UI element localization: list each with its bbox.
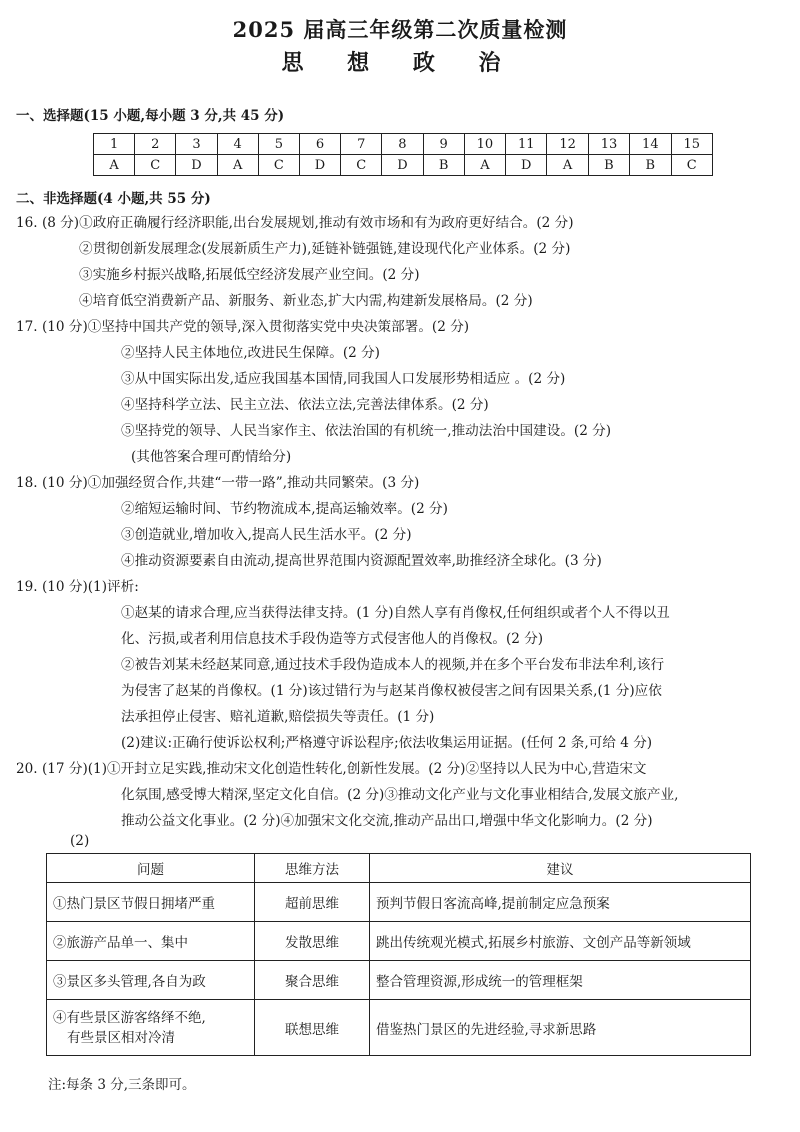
advice-cell: 跳出传统观光模式,拓展乡村旅游、文创产品等新领域 (370, 922, 751, 961)
answer-letter: D (176, 155, 217, 176)
table-row (47, 1000, 751, 1056)
question-number: 1 (94, 134, 135, 155)
answer-table (93, 133, 713, 176)
section2-heading: 二、非选择题(4 小题,共 55 分) (16, 191, 211, 207)
problem-cell: ①热门景区节假日拥堵严重 (47, 883, 255, 922)
answer-letter: A (217, 155, 258, 176)
answer-note: (其他答案合理可酌情给分) (131, 449, 292, 465)
answer-letter: C (135, 155, 176, 176)
answer-line: 16. (8 分)①政府正确履行经济职能,出台发展规划,推动有效市场和有为政府更好结合。(2 分) (16, 215, 574, 231)
answer-line: (2)建议:正确行使诉讼权利;严格遵守诉讼程序;依法收集运用证据。(任何 2 条,可给 4 分) (121, 735, 653, 751)
answer-line: ③实施乡村振兴战略,拓展低空经济发展产业空间。(2 分) (79, 267, 420, 283)
answer-line: ②坚持人民主体地位,改进民生保障。(2 分) (121, 345, 380, 361)
question-number: 14 (630, 134, 671, 155)
answer-number-row (94, 134, 713, 155)
answer-line: ①赵某的请求合理,应当获得法律支持。(1 分)自然人享有肖像权,任何组织或者个人不得以丑 (121, 605, 670, 621)
problem-line-1: ④有些景区游客络绎不绝, (53, 1009, 206, 1026)
table-row (47, 883, 751, 922)
question-number: 9 (423, 134, 464, 155)
problem-cell: ②旅游产品单一、集中 (47, 922, 255, 961)
answer-letter: B (630, 155, 671, 176)
question-number: 15 (671, 134, 713, 155)
page-title: 2025 届高三年级第二次质量检测 (232, 17, 568, 42)
header-method: 思维方法 (255, 854, 370, 883)
subject-title: 思 想 政 治 (281, 50, 519, 76)
answer-line: ②被告刘某未经赵某同意,通过技术手段伪造成本人的视频,并在多个平台发布非法牟利,该行 (121, 657, 665, 673)
answer-letter: D (382, 155, 423, 176)
problem-line-2: 有些景区相对冷清 (67, 1029, 175, 1046)
question-number: 8 (382, 134, 423, 155)
answer-line: ②缩短运输时间、节约物流成本,提高运输效率。(2 分) (121, 501, 448, 517)
question-number: 7 (341, 134, 382, 155)
answer-line: ④坚持科学立法、民主立法、依法立法,完善法律体系。(2 分) (121, 397, 489, 413)
answer-line: ④培育低空消费新产品、新服务、新业态,扩大内需,构建新发展格局。(2 分) (79, 293, 533, 309)
method-cell: 发散思维 (255, 922, 370, 961)
advice-cell: 预判节假日客流高峰,提前制定应急预案 (370, 883, 751, 922)
answer-letter: C (671, 155, 713, 176)
answer-letter-row (94, 155, 713, 176)
question-number: 12 (547, 134, 588, 155)
answer-letter: D (506, 155, 547, 176)
answer-line: 法承担停止侵害、赔礼道歉,赔偿损失等责任。(1 分) (121, 709, 435, 725)
advice-cell: 借鉴热门景区的先进经验,寻求新思路 (370, 1000, 751, 1056)
scoring-note: 注:每条 3 分,三条即可。 (48, 1077, 196, 1093)
answer-line: 18. (10 分)①加强经贸合作,共建“一带一路”,推动共同繁荣。(3 分) (16, 475, 420, 491)
advice-cell: 整合管理资源,形成统一的管理框架 (370, 961, 751, 1000)
answer-letter: A (464, 155, 505, 176)
table-row (47, 922, 751, 961)
question-number: 6 (299, 134, 340, 155)
answer-line: ②贯彻创新发展理念(发展新质生产力),延链补链强链,建设现代化产业体系。(2 分) (79, 241, 571, 257)
answer-line: ④推动资源要素自由流动,提高世界范围内资源配置效率,助推经济全球化。(3 分) (121, 553, 602, 569)
question-number: 11 (506, 134, 547, 155)
header-advice: 建议 (370, 854, 751, 883)
problem-cell (47, 1000, 255, 1056)
problem-cell: ③景区多头管理,各自为政 (47, 961, 255, 1000)
table-header-row (47, 854, 751, 883)
answer-line: (2) (70, 833, 90, 849)
answer-letter: D (299, 155, 340, 176)
question-number: 3 (176, 134, 217, 155)
question-number: 2 (135, 134, 176, 155)
answer-letter: C (258, 155, 299, 176)
answer-line: 19. (10 分)(1)评析: (16, 579, 139, 595)
answer-line: 为侵害了赵某的肖像权。(1 分)该过错行为与赵某肖像权被侵害之间有因果关系,(1 分)应依 (121, 683, 662, 699)
section1-heading: 一、选择题(15 小题,每小题 3 分,共 45 分) (16, 108, 285, 124)
answer-letter: B (423, 155, 464, 176)
question-number: 10 (464, 134, 505, 155)
method-cell: 聚合思维 (255, 961, 370, 1000)
answer-letter: B (588, 155, 629, 176)
method-cell: 联想思维 (255, 1000, 370, 1056)
answer-letter: A (94, 155, 135, 176)
question-number: 13 (588, 134, 629, 155)
question-number: 4 (217, 134, 258, 155)
answer-letter: C (341, 155, 382, 176)
table-row (47, 961, 751, 1000)
question-number: 5 (258, 134, 299, 155)
answer-line: 推动公益文化事业。(2 分)④加强宋文化交流,推动产品出口,增强中华文化影响力。(2 分) (121, 813, 653, 829)
answer-line: 17. (10 分)①坚持中国共产党的领导,深入贯彻落实党中央决策部署。(2 分) (16, 319, 470, 335)
header-problem: 问题 (47, 854, 255, 883)
method-cell: 超前思维 (255, 883, 370, 922)
answer-line: ③创造就业,增加收入,提高人民生活水平。(2 分) (121, 527, 412, 543)
answer-letter: A (547, 155, 588, 176)
answer-line: ③从中国实际出发,适应我国基本国情,同我国人口发展形势相适应 。(2 分) (121, 371, 566, 387)
answer-line: 化氛围,感受博大精深,坚定文化自信。(2 分)③推动文化产业与文化事业相结合,发展文旅产业, (121, 787, 679, 803)
thinking-methods-table (46, 853, 751, 1056)
answer-line: ⑤坚持党的领导、人民当家作主、依法治国的有机统一,推动法治中国建设。(2 分) (121, 423, 612, 439)
answer-line: 20. (17 分)(1)①开封立足实践,推动宋文化创造性转化,创新性发展。(2 分)②坚持以人民为中心,营造宋文 (16, 761, 647, 777)
answer-line: 化、污损,或者利用信息技术手段伪造等方式侵害他人的肖像权。(2 分) (121, 631, 544, 647)
